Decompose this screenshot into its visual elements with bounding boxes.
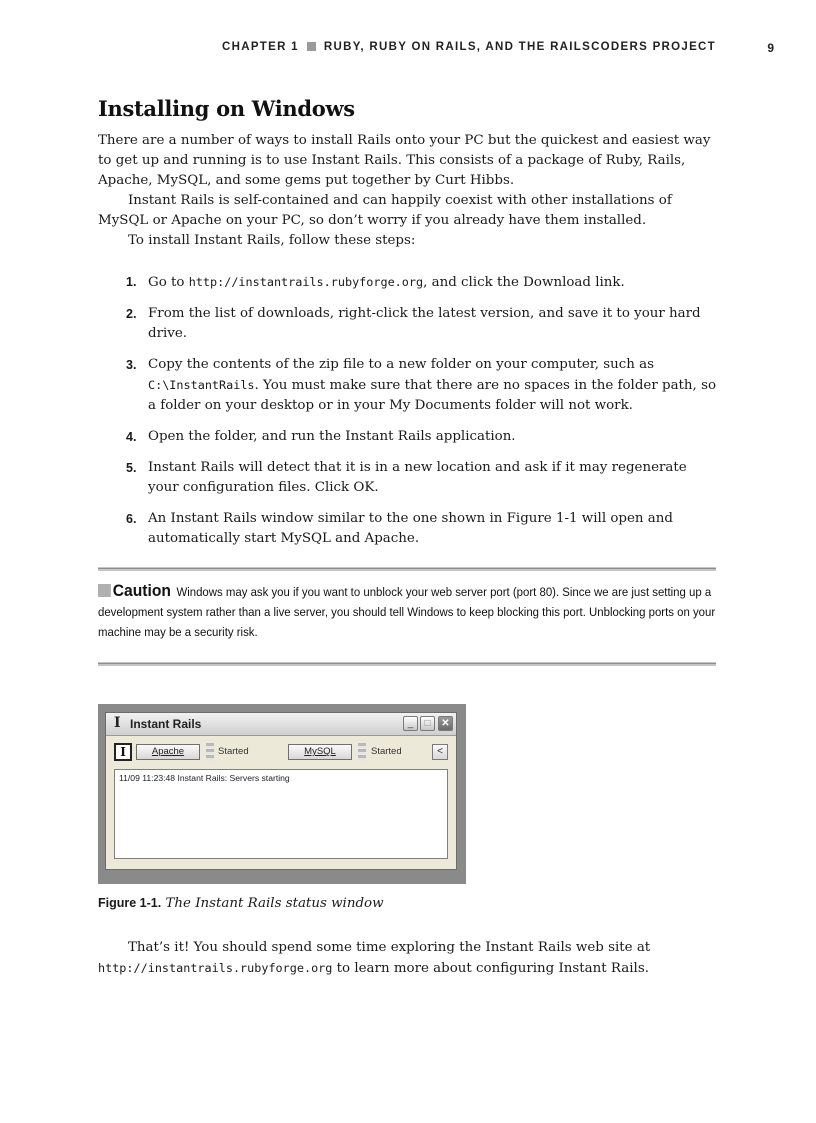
apache-button[interactable]: Apache [136,744,200,760]
figure-1-1 [98,704,466,884]
caution-bottom-rule [98,662,716,666]
log-output[interactable] [114,769,448,859]
minimize-button[interactable]: _ [403,716,418,731]
step-text: Copy the contents of the zip file to a new folder on your computer, such as [148,357,654,372]
square-separator-icon [307,42,316,51]
apache-status: Started [218,746,249,757]
step-5 [98,458,716,498]
instant-rails-logo-icon: I [114,715,121,731]
caution-note [98,581,716,642]
step-url: http://instantrails.rubyforge.org [188,275,424,289]
collapse-button[interactable]: < [432,744,448,760]
log-line: 11/09 11:23:48 Instant Rails: Servers starting [119,773,290,783]
step-text: Instant Rails will detect that it is in a new location and ask if it may regenerate your configuration files. Click OK. [148,460,687,495]
instant-rails-window [105,712,457,870]
window-title: Instant Rails [130,717,202,731]
install-steps-list [98,272,716,560]
intro-paragraph: There are a number of ways to install Rails onto your PC but the quickest and easiest way to get up and running is to use Instant Rails. This consists of a package of Ruby, Rails, Apache, MySQL, and some gems put together by Curt Hibbs. [98,133,711,188]
step-3 [98,355,716,416]
mysql-status: Started [371,746,402,757]
caution-label: Caution [112,581,171,600]
caution-marker-icon [98,584,111,597]
closing-text: That’s it! You should spend some time exploring the Instant Rails web site at [128,940,651,955]
chapter-label: CHAPTER 1 [222,41,299,53]
figure-caption [98,896,384,911]
caution-top-rule [98,567,716,571]
step-text: Open the folder, and run the Instant Rails application. [148,429,516,444]
closing-paragraph [98,938,716,979]
step-text: , and click the Download link. [423,275,625,290]
mysql-button[interactable]: MySQL [288,744,352,760]
step-1 [98,272,716,293]
closing-url: http://instantrails.rubyforge.org [98,961,333,975]
page-number: 9 [767,41,774,55]
steps-intro-paragraph: To install Instant Rails, follow these steps: [128,233,416,248]
figure-caption-text: The Instant Rails status window [165,896,384,911]
running-title: RUBY, RUBY ON RAILS, AND THE RAILSCODERS PROJECT [323,41,716,53]
close-button[interactable]: ✕ [438,716,453,731]
closing-text: to learn more about configuring Instant Rails. [332,961,649,976]
maximize-button[interactable]: □ [420,716,435,731]
mysql-status-indicator-icon [358,743,366,761]
step-2 [98,304,716,344]
step-number: 1. [126,275,137,289]
step-number: 6. [126,512,137,526]
step-text: An Instant Rails window similar to the one shown in Figure 1-1 will open and automatically start MySQL and Apache. [148,511,673,546]
section-heading: Installing on Windows [98,96,355,121]
step-number: 3. [126,358,137,372]
step-path: C:\InstantRails [148,378,255,392]
step-4 [98,427,716,447]
window-titlebar[interactable] [106,713,456,736]
step-text: . You must make sure that there are no spaces in the folder path, so a folder on your desktop or in your My Documents folder will not work. [148,378,716,413]
step-6 [98,509,716,549]
figure-label: Figure 1-1. [98,896,162,910]
coexist-paragraph: Instant Rails is self-contained and can happily coexist with other installations of MySQL or Apache on your PC, so don’t worry if you already have them installed. [98,193,672,228]
step-text: Go to [148,275,189,290]
caution-text: Windows may ask you if you want to unblock your web server port (port 80). Since we are just setting up a development system rather than a live server, you should tell Windows to keep blocking this port. Unblocking ports on your machine may be a security risk. [98,585,716,639]
step-text: From the list of downloads, right-click the latest version, and save it to your hard drive. [148,306,701,341]
step-number: 5. [126,461,137,475]
step-number: 2. [126,307,137,321]
step-number: 4. [126,430,137,444]
app-menu-icon[interactable]: I [114,743,132,761]
apache-status-indicator-icon [206,743,214,761]
